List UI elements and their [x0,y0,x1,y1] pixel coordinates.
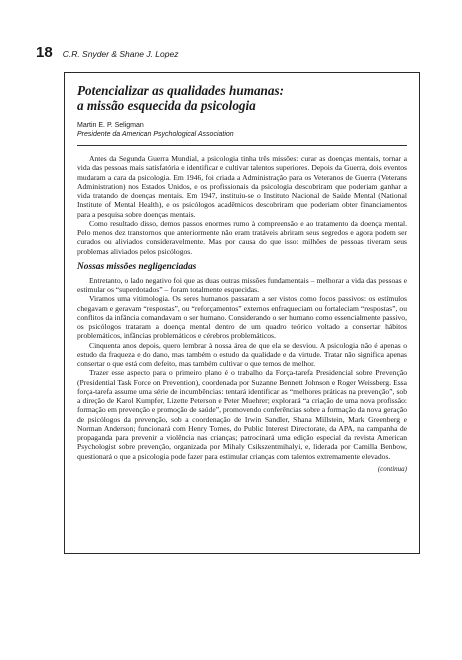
author-role: Presidente da American Psychological Association [77,131,234,138]
body-paragraph: Como resultado disso, demos passos enormes rumo à compreensão e ao tratamento da doença mental. Pelo menos dez transtornos que anteriormente não eram tratáveis abriram seus segredos e agora podem ser curados ou aliviados consideravelmente. Mas por causa do que isso: milhões de pessoas tiveram seus problemas aliviados pelos psicólogos. [77,218,407,256]
body-paragraph: Viramos uma vitimologia. Os seres humanos passaram a ser vistos como focos passivos: os estímulos chegavam e geravam “respostas”, ou “reforçamentos” externos enfraqueciam ou fortaleciam “respostas”, ou conflitos da infância comandavam o ser humano. Considerando o ser humano como essencialmente passivo, os psicólogos trataram a doença mental dentro de um quadro teórico voltado a consertar hábitos problemáticos, infâncias problemáticos e cérebros problemáticos. [77,294,407,341]
box-title [77,83,407,113]
page-number: 18 [36,44,53,61]
running-head [36,44,178,61]
sidebar-box [64,72,420,554]
byline [77,121,407,139]
section-heading: Nossas missões negligenciadas [77,261,197,272]
box-title-line-1: Potencializar as qualidades humanas: [77,83,285,98]
continued-note: (continua) [377,464,407,473]
running-head-authors: C.R. Snyder & Shane J. Lopez [62,49,179,59]
body-paragraph: Cinquenta anos depois, quero lembrar à nossa área de que ela se desviou. A psicologia não é apenas o estudo da fraqueza e do dano, mas também o estudo da qualidade e da virtude. Tratar não significa apenas consertar o que está com defeito, mas também cultivar o que temos de melhor. [77,340,407,368]
title-divider [77,145,407,146]
body-paragraph: Entretanto, o lado negativo foi que as duas outras missões fundamentais – melhorar a vida das pessoas e estimular os “superdotados” – foram totalmente esquecidas. [77,275,407,294]
body-paragraph: Antes da Segunda Guerra Mundial, a psicologia tinha três missões: curar as doenças mentais, tornar a vida das pessoas mais satisfatória e identificar e cultivar talentos superiores. Depois da Guerra, dois eventos mudaram a cara da psicologia. Em 1946, foi criada a Administração para os Veteranos de Guerra (Veterans Administration) nos Estados Unidos, e os profissionais da psicologia descobriram que poderiam ganhar a vida tratando de doenças mentais. Em 1947, instituiu-se o Instituto Nacional de Saúde Mental (National Institute of Mental Health), e os psicólogos acadêmicos descobriram que poderiam obter financiamentos para a pesquisa sobre doenças mentais. [77,154,407,219]
box-title-line-2: a missão esquecida da psicologia [77,98,256,113]
author-name: Martin E. P. Seligman [77,122,144,129]
body-paragraph: Trazer esse aspecto para o primeiro plano é o trabalho da Força-tarefa Presidencial sobre Prevenção (Presidential Task Force on Prevention), coordenada por Suzanne Bennett Johnson e Roger Weissberg. Essa força-tarefa assume uma série de incumbências: tentará identificar as “melhores práticas na prevenção”, sob a direção de Karol Kumpfer, Lizette Peterson e Peter Muehrer; explorará “a criação de uma nova profissão: formação em prevenção e promoção de saúde”, promovendo conferências sobre a formação da nova geração de psicólogos da prevenção, sob a coordenação de Irwin Sandler, Shana Millstein, Mark Greenberg e Norman Anderson; funcionará com Henry Tomes, do Public Interest Directorate, da APA, na campanha de propaganda para prevenir a violência nas crianças; patrocinará uma edição especial da revista American Psychologist sobre prevenção, organizada por Mihaly Csikszentmihalyi, e, liderada por Camilla Benbow, questionará o que a psicologia pode fazer para estimular crianças com talentos extremamente elevados. [77,368,407,461]
